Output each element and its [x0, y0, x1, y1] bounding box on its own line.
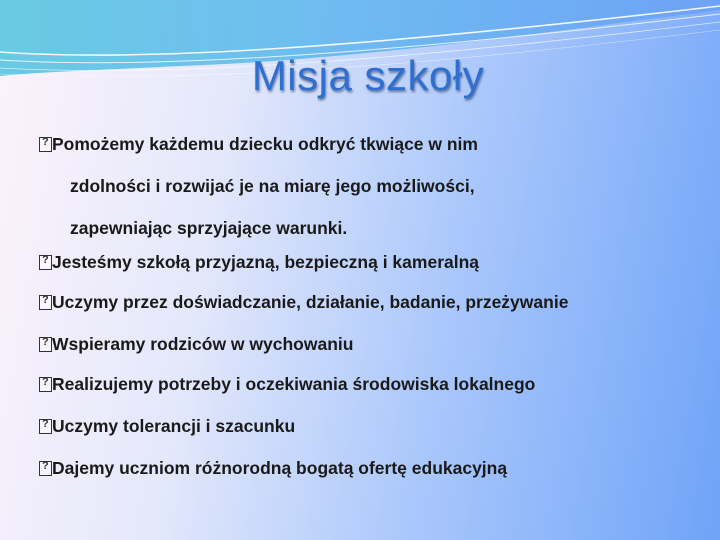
bullet-item [52, 330, 353, 372]
bullet-text: zapewniając sprzyjające warunki. [70, 218, 348, 238]
bullet-item [52, 412, 295, 454]
bullet-item [52, 454, 507, 496]
bullet-text: zdolności i rozwijać je na miarę jego możliwości, [70, 176, 475, 196]
bullet-text: Wspieramy rodziców w wychowaniu [52, 334, 354, 354]
missing-glyph-box-icon [39, 377, 52, 392]
bullet-item [52, 248, 479, 290]
missing-glyph-box-icon [39, 337, 52, 352]
bullet-text: Uczymy przez doświadczanie, działanie, badanie, przeżywanie [52, 292, 569, 312]
bullet-text: Realizujemy potrzeby i oczekiwania środowiska lokalnego [52, 374, 536, 394]
bullet-item [52, 288, 568, 330]
missing-glyph-box-icon [39, 295, 52, 310]
bullet-item [52, 370, 535, 412]
bullet-text: Pomożemy każdemu dziecku odkryć tkwiące w nim [52, 134, 478, 154]
missing-glyph-box-icon [39, 137, 52, 152]
bullet-text: Uczymy tolerancji i szacunku [52, 416, 296, 436]
missing-glyph-box-icon [39, 419, 52, 434]
slide-title: Misja szkoły [251, 52, 485, 99]
bullet-text: Dajemy uczniom różnorodną bogatą ofertę edukacyjną [52, 458, 508, 478]
missing-glyph-box-icon [39, 461, 52, 476]
bullet-text: Jesteśmy szkołą przyjazną, bezpieczną i kameralną [52, 252, 480, 272]
missing-glyph-box-icon [39, 255, 52, 270]
bullet-item [52, 130, 478, 256]
